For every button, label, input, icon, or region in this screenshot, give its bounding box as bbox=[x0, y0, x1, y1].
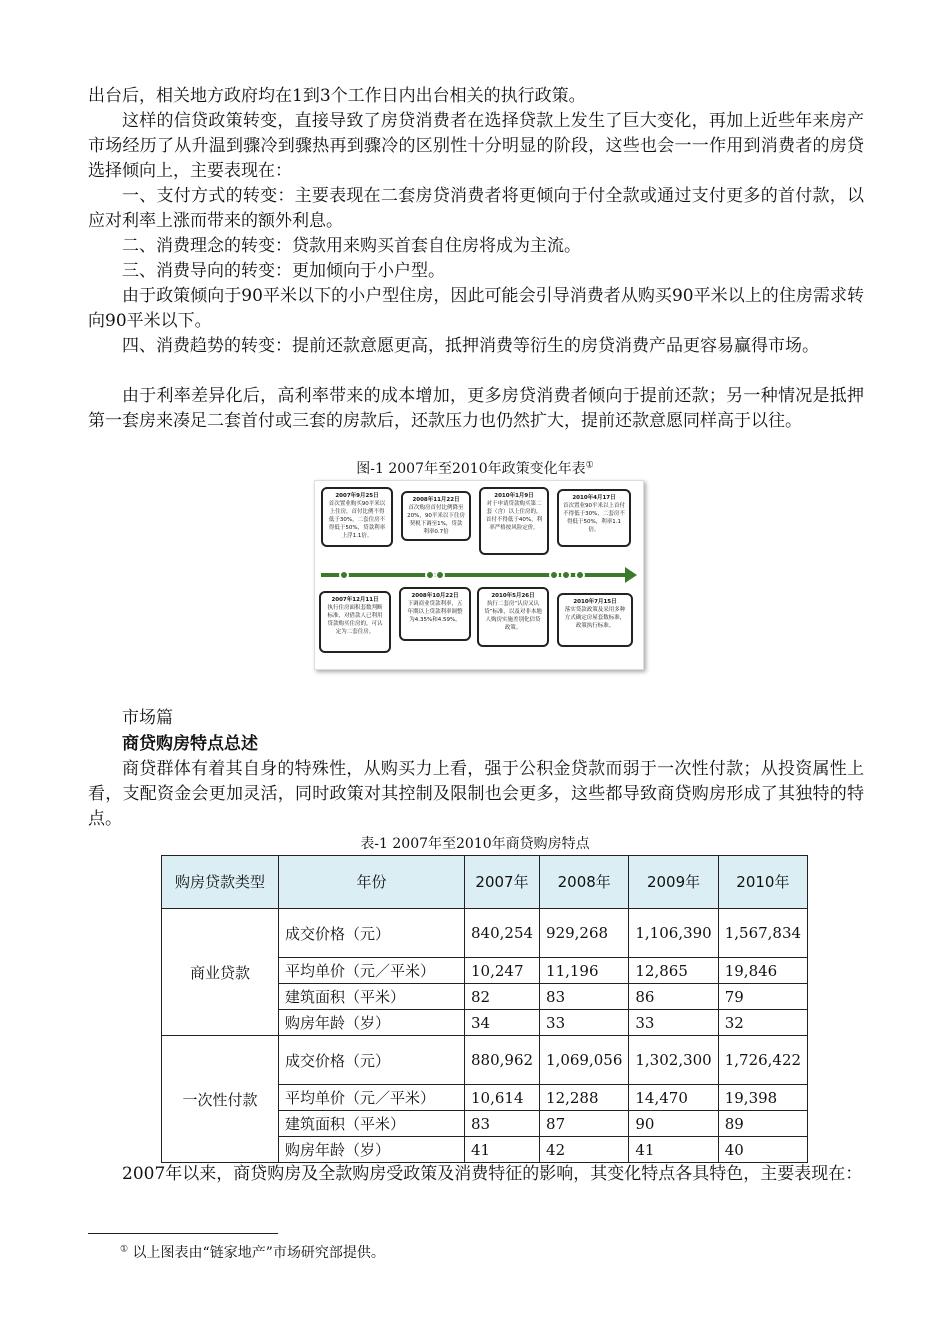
table-cell: 83 bbox=[540, 984, 629, 1010]
column-header: 2007年 bbox=[465, 856, 540, 909]
paragraph: 四、消费趋势的转变：提前还款意愿更高，抵押消费等衍生的房贷消费产品更容易赢得市场。 bbox=[122, 336, 819, 356]
timeline-event: 2010年4月17日 首次置业90平米以上首付不得低于30%，二套房不得低于50%，利率1.1倍。 bbox=[557, 489, 631, 547]
table-cell: 87 bbox=[540, 1111, 629, 1137]
paragraph: 三、消费导向的转变：更加倾向于小户型。 bbox=[122, 261, 445, 281]
footnote: ① 以上图表由“链家地产”市场研究部提供。 bbox=[120, 1244, 385, 1261]
column-header: 购房贷款类型 bbox=[162, 856, 279, 909]
timeline-arrow-icon bbox=[625, 567, 637, 583]
table-cell: 90 bbox=[629, 1111, 718, 1137]
paragraph: 这样的信贷政策转变，直接导致了房贷消费者在选择贷款上发生了巨大变化，再加上近些年来房产市场经历了从升温到骤冷到骤热再到骤冷的区别性十分明显的阶段，这些也会一一作用到消费者的房贷选择倾向上，主要表现在： bbox=[88, 111, 864, 181]
footnote-divider bbox=[88, 1233, 278, 1234]
group-label: 商业贷款 bbox=[162, 909, 279, 1036]
table-cell: 1,567,834 bbox=[718, 909, 807, 958]
timeline-node bbox=[435, 570, 445, 580]
table-cell: 83 bbox=[465, 1111, 540, 1137]
table-cell: 41 bbox=[629, 1137, 718, 1163]
paragraph: 一、支付方式的转变：主要表现在二套房贷消费者将更倾向于付全款或通过支付更多的首付款，以应对利率上涨而带来的额外利息。 bbox=[88, 186, 864, 231]
timeline-node bbox=[549, 570, 559, 580]
timeline-event: 2010年1月9日 对于申请贷款购买第二套（含）以上住房的，首付不得低于40%，利率严格按风险定价。 bbox=[479, 487, 549, 555]
table-cell: 1,726,422 bbox=[718, 1036, 807, 1085]
timeline-event: 2007年9月25日 首次置业购买90平米以上住房，首付比例不得低于30%，二套住房不得低于50%，贷款利率上浮1.1倍。 bbox=[321, 487, 393, 547]
metric-label: 购房年龄（岁） bbox=[279, 1137, 465, 1163]
table-cell: 880,962 bbox=[465, 1036, 540, 1085]
table-caption: 表-1 2007年至2010年商贷购房特点 bbox=[360, 836, 590, 852]
table-cell: 82 bbox=[465, 984, 540, 1010]
table-cell: 41 bbox=[465, 1137, 540, 1163]
section-subtitle: 商贷购房特点总述 bbox=[122, 734, 258, 754]
section-title: 市场篇 bbox=[122, 708, 173, 728]
table-row bbox=[162, 909, 808, 958]
paragraph: 由于政策倾向于90平米以下的小户型住房，因此可能会引导消费者从购买90平米以上的住房需求转向90平米以下。 bbox=[88, 286, 864, 331]
table-cell: 929,268 bbox=[540, 909, 629, 958]
timeline-node bbox=[561, 570, 571, 580]
table-cell: 10,614 bbox=[465, 1085, 540, 1111]
timeline-event: 2008年10月22日 下调商业贷款利率，五年期以上贷款利率调整为4.35%和4.59%。 bbox=[399, 587, 471, 641]
table-cell: 19,846 bbox=[718, 958, 807, 984]
table-cell: 1,106,390 bbox=[629, 909, 718, 958]
metric-label: 平均单价（元／平米） bbox=[279, 958, 465, 984]
timeline-event: 2008年11月22日 首次购房首付比例降至20%，90平米以下住房契税下调至1%，贷款利率0.7倍 bbox=[401, 491, 471, 541]
timeline-node bbox=[339, 570, 349, 580]
table-cell: 79 bbox=[718, 984, 807, 1010]
table-cell: 12,288 bbox=[540, 1085, 629, 1111]
table-cell: 1,302,300 bbox=[629, 1036, 718, 1085]
timeline-node bbox=[425, 570, 435, 580]
paragraph: 商贷群体有着其自身的特殊性，从购买力上看，强于公积金贷款而弱于一次性付款；从投资属性上看，支配资金会更加灵活，同时政策对其控制及限制也会更多，这些都导致商贷购房形成了其独特的特点。 bbox=[88, 759, 864, 829]
metric-label: 建筑面积（平米） bbox=[279, 984, 465, 1010]
timeline-node bbox=[575, 570, 585, 580]
table-cell: 1,069,056 bbox=[540, 1036, 629, 1085]
column-header: 2009年 bbox=[629, 856, 718, 909]
table-cell: 14,470 bbox=[629, 1085, 718, 1111]
paragraph: 由于利率差异化后，高利率带来的成本增加，更多房贷消费者倾向于提前还款；另一种情况是抵押第一套房来凑足二套首付或三套的房款后，还款压力也仍然扩大，提前还款意愿同样高于以往。 bbox=[88, 386, 864, 431]
metric-label: 建筑面积（平米） bbox=[279, 1111, 465, 1137]
paragraph: 出台后，相关地方政府均在1到3个工作日内出台相关的执行政策。 bbox=[88, 86, 586, 106]
metric-label: 成交价格（元） bbox=[279, 909, 465, 958]
timeline-event: 2010年5月26日 执行二套房“认房又认贷”标准，以及对非本地人购房实施差别化信贷政策。 bbox=[477, 587, 549, 647]
table-cell: 40 bbox=[718, 1137, 807, 1163]
table-cell: 12,865 bbox=[629, 958, 718, 984]
policy-timeline-figure bbox=[314, 480, 644, 670]
metric-label: 平均单价（元／平米） bbox=[279, 1085, 465, 1111]
table-cell: 86 bbox=[629, 984, 718, 1010]
table-cell: 840,254 bbox=[465, 909, 540, 958]
table-header-row bbox=[162, 856, 808, 909]
column-header: 2010年 bbox=[718, 856, 807, 909]
figure-caption: 图-1 2007年至2010年政策变化年表① bbox=[356, 460, 594, 477]
timeline-event: 2010年7月15日 落实贷款政策及采用多种方式确定房屋套数标准，政策执行标准。 bbox=[557, 593, 633, 647]
timeline-event: 2007年12月11日 执行住房面积套数判断标准，对借款人已利用贷款购买住房的，可认定为二套住房。 bbox=[319, 591, 391, 653]
table-cell: 10,247 bbox=[465, 958, 540, 984]
table-cell: 34 bbox=[465, 1010, 540, 1036]
table-cell: 19,398 bbox=[718, 1085, 807, 1111]
group-label: 一次性付款 bbox=[162, 1036, 279, 1163]
paragraph: 2007年以来，商贷购房及全款购房受政策及消费特征的影响，其变化特点各具特色，主要表现在： bbox=[122, 1164, 863, 1184]
table-cell: 42 bbox=[540, 1137, 629, 1163]
table-cell: 33 bbox=[629, 1010, 718, 1036]
metric-label: 购房年龄（岁） bbox=[279, 1010, 465, 1036]
table-cell: 33 bbox=[540, 1010, 629, 1036]
column-header: 2008年 bbox=[540, 856, 629, 909]
data-table bbox=[161, 855, 808, 1163]
table-row bbox=[162, 1036, 808, 1085]
paragraph: 二、消费理念的转变：贷款用来购买首套自住房将成为主流。 bbox=[122, 236, 581, 256]
metric-label: 成交价格（元） bbox=[279, 1036, 465, 1085]
column-header: 年份 bbox=[279, 856, 465, 909]
table-cell: 89 bbox=[718, 1111, 807, 1137]
table-cell: 11,196 bbox=[540, 958, 629, 984]
table-cell: 32 bbox=[718, 1010, 807, 1036]
